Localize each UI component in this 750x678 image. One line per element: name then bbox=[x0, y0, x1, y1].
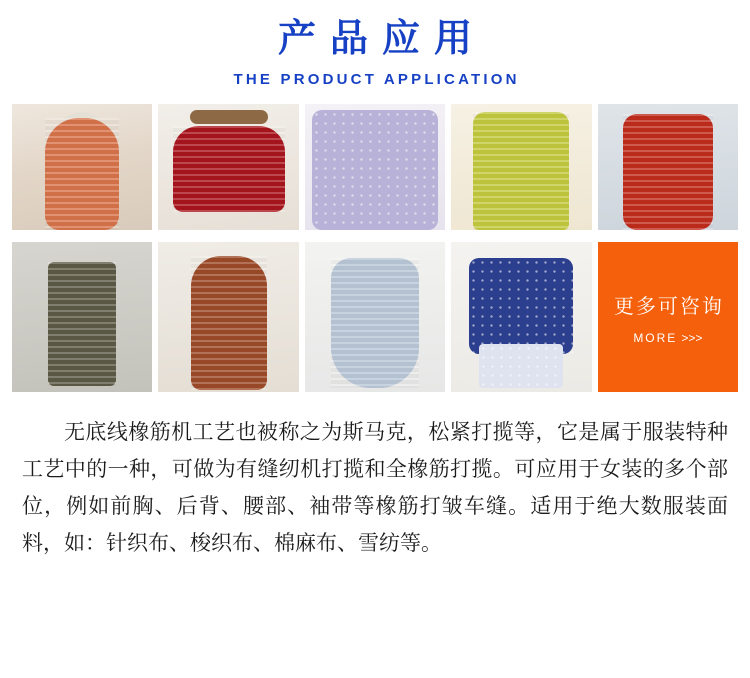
gallery-image-orange-dress[interactable] bbox=[12, 104, 152, 230]
smocking-texture bbox=[191, 256, 267, 390]
floral-texture bbox=[312, 110, 438, 230]
smocking-texture bbox=[473, 112, 569, 230]
garment-shape bbox=[331, 258, 419, 388]
floral-texture bbox=[469, 258, 573, 354]
page-subtitle: THE PRODUCT APPLICATION bbox=[233, 71, 520, 88]
smocking-texture bbox=[48, 262, 116, 386]
gallery-image-rust-dress[interactable] bbox=[158, 242, 298, 392]
garment-shape bbox=[45, 118, 119, 230]
gallery-image-purple-floral-top[interactable] bbox=[305, 104, 445, 230]
garment-shape bbox=[173, 126, 285, 212]
gallery-image-red-top-model[interactable] bbox=[598, 104, 738, 230]
cta-more-label: MORE bbox=[633, 330, 678, 345]
smocking-texture bbox=[623, 114, 713, 230]
gallery-row-1 bbox=[12, 104, 738, 230]
gallery-image-blue-long-dress[interactable] bbox=[305, 242, 445, 392]
garment-shape bbox=[473, 112, 569, 230]
gallery-row-2 bbox=[12, 242, 738, 392]
gallery-image-red-crop-top[interactable] bbox=[158, 104, 298, 230]
gallery-image-blue-floral-top[interactable] bbox=[451, 242, 591, 392]
page-title: 产品应用 bbox=[277, 16, 486, 60]
smocking-texture bbox=[173, 126, 285, 212]
page-header bbox=[0, 0, 750, 90]
gallery-image-olive-camisole[interactable] bbox=[12, 242, 152, 392]
cta-arrows-icon: >>> bbox=[681, 330, 703, 345]
garment-shape bbox=[48, 262, 116, 386]
cta-title: 更多可咨询 bbox=[613, 293, 724, 318]
garment-shape bbox=[191, 256, 267, 390]
description-paragraph: 无底线橡筋机工艺也被称之为斯马克，松紧打揽等，它是属于服装特种工艺中的一种，可做为有缝纫机打揽和全橡筋打揽。可应用于女装的多个部位，例如前胸、后背、腰部、袖带等橡筋打皱车缝。适用于绝大数服装面料，如：针织布、梭织布、棉麻布、雪纺等。 bbox=[22, 420, 728, 555]
more-inquiry-button[interactable] bbox=[598, 242, 738, 392]
cta-sub bbox=[633, 331, 702, 345]
smocking-texture bbox=[331, 258, 419, 388]
garment-shape bbox=[312, 110, 438, 230]
smocking-texture bbox=[45, 118, 119, 230]
garment-shape bbox=[623, 114, 713, 230]
hanger-shape bbox=[190, 110, 268, 124]
garment-shape bbox=[469, 258, 573, 354]
product-gallery bbox=[0, 104, 750, 392]
floral-texture bbox=[479, 344, 563, 388]
fabric-swatch bbox=[479, 344, 563, 388]
gallery-image-olive-ruffle-top[interactable] bbox=[451, 104, 591, 230]
